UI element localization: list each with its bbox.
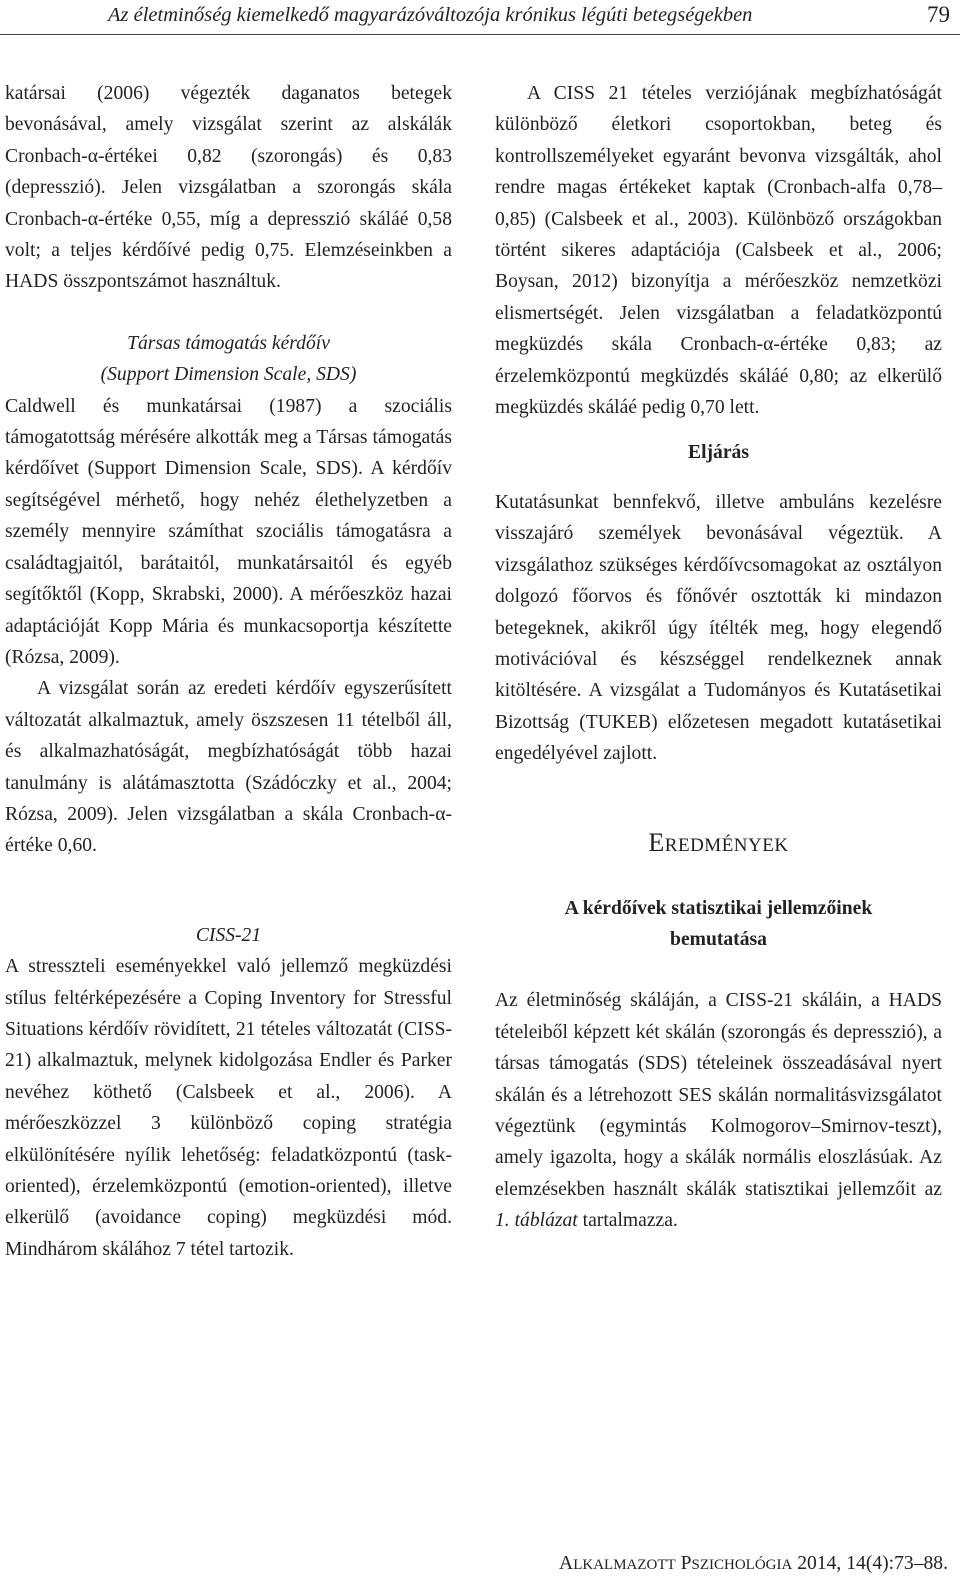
journal-rest-1: LKALMAZOTT (573, 1557, 676, 1573)
paragraph-hads-reliability: katársai (2006) végezték daganatos betegek bevonásával, amely vizsgálat szerint az alskálák Cronbach-α-értékei 0,82 (szorongás) és 0,83 (depresszió). Jelen vizsgálatban a szorongás skála Cronbach-α-értéke 0,55, míg a depresszió skáláé 0,58 volt; a teljes kérdőívé pedig 0,75. Elemzéseinkben a HADS összpontszámot használtuk. (5, 83, 452, 293)
paragraph-normality (495, 985, 942, 1236)
sds-heading-title: Társas támogatás kérdőív (127, 332, 330, 354)
paragraph-ciss-reliability: A CISS 21 tételes verziójának megbízhatóságát különböző életkori csoportokban, beteg és kontrollszemélyeket egyaránt bevonva vizsgálták, ahol rendre magas értékeket kaptak (Cronbach-alfa 0,78–0,85) (Calsbeek et al., 2003). Különböző országokban történt sikeres adaptációja (Calsbeek et al., 2006; Boysan, 2012) bizonyítja a mérőeszköz nemzetközi elismertségét. Jelen vizsgálatban a feladatközpontú megküzdés skála Cronbach-α-értéke 0,83; az érzelemközpontú megküzdés skáláé 0,80; az elkerülő megküzdés skáláé pedig 0,70 lett. (495, 83, 942, 419)
page-number: 79 (927, 2, 950, 27)
eljaras-heading: Eljárás (688, 442, 749, 464)
paragraph-sds-description: Caldwell és munkatársai (1987) a szociális támogatottság mérésére alkották meg a Társas támogatás kérdőívet (Support Dimension Scale, SDS). A kérdőív segítségével mérhető, hogy nehéz élethelyzetben a személy mennyire számíthat szociális támogatásra a családtagjaitól, barátaitól, munkatársaitól és egyéb segítőktől (Kopp, Skrabski, 2000). A mérőeszköz hazai adaptációját Kopp Mária és munkacsoportja készítette (Rózsa, 2009). (5, 395, 452, 668)
journal-citation: 2014, 14(4):73–88. (797, 1553, 948, 1574)
journal-initial-2: P (680, 1553, 692, 1574)
left-column (5, 78, 452, 1265)
eredmenyek-rest: REDMÉNYEK (664, 834, 789, 856)
stat-heading-line-1: A kérdőívek statisztikai jellemzőinek (564, 897, 873, 919)
eredmenyek-initial: E (648, 827, 665, 857)
journal-initial-1: A (559, 1553, 574, 1574)
running-title: Az életminőség kiemelkedő magyarázóváltozója krónikus légúti betegségekben (108, 4, 753, 26)
normality-end: tartalmazza. (582, 1210, 678, 1232)
eredmenyek-heading (495, 826, 942, 863)
journal-footer (559, 1553, 948, 1575)
sds-heading-subtitle: (Support Dimension Scale, SDS) (100, 364, 357, 386)
running-header (0, 0, 960, 35)
ciss-heading: CISS-21 (195, 924, 262, 946)
normality-text: Az életminőség skáláján, a CISS-21 skáláin, a HADS tételeiből képzett két skálán (szorongás és depresszió), a társas támogatás (SDS) tételeinek összeadásával nyert skálán és a létrehozott SES skálán normalitásvizsgálatot végeztünk (egymintás Kolmogorov–Smirnov-teszt), amely igazolta, hogy a skálák normális eloszlásúak. Az elemzésekben használt skálák statisztikai jellemzőit az (495, 990, 942, 1200)
paragraph-sds-reliability: A vizsgálat során az eredeti kérdőív egyszerűsített változatát alkalmaztuk, amely öszszesen 11 tételből áll, és alkalmazhatóságát, megbízhatóságát több hazai tanulmány is alátámasztotta (Szádóczky et al., 2004; Rózsa, 2009). Jelen vizsgálatban a skála Cronbach-α-értéke 0,60. (5, 678, 452, 857)
stat-heading-line-2: bemutatása (670, 928, 767, 950)
table-reference: 1. táblázat (495, 1210, 578, 1232)
journal-rest-2: SZICHOLÓGIA (691, 1557, 793, 1573)
right-column (495, 78, 942, 1237)
paragraph-ciss-description: A stresszteli eseményekkel való jellemző megküzdési stílus feltérképezésére a Coping Inventory for Stressful Situations kérdőív rövidített, 21 tételes változatát (CISS-21) alkalmaztuk, melynek kidolgozása Endler és Parker nevéhez köthető (Calsbeek et al., 2006). A mérőeszközzel 3 különböző coping stratégia elkülönítésére nyílik lehetőség: feladatközpontú (task-oriented), érzelemközpontú (emotion-oriented), illetve elkerülő (avoidance coping) megküzdési mód. Mindhárom skálához 7 tétel tartozik. (5, 956, 452, 1260)
paragraph-procedure: Kutatásunkat bennfekvő, illetve ambuláns kezelésre visszajáró személyek bevonásával végeztük. A vizsgálathoz szükséges kérdőívcsomagokat az osztályon dolgozó főorvos és főnővér osztották ki mindazon betegeknek, akikről úgy ítélték meg, hogy elegendő motivációval és készséggel rendelkeznek annak kitöltésére. A vizsgálat a Tudományos és Kutatásetikai Bizottság (TUKEB) előzetesen megadott kutatásetikai engedélyével zajlott. (495, 491, 942, 765)
